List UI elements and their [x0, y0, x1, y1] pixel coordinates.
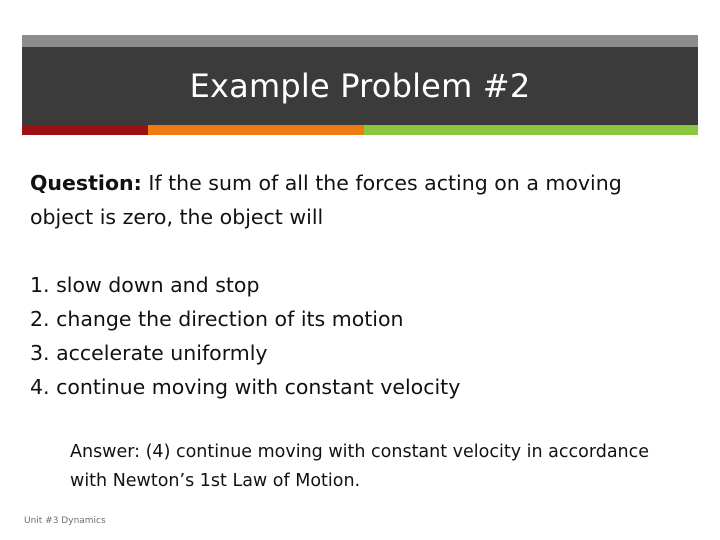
question: [30, 166, 690, 234]
option-item: 1. slow down and stop: [30, 273, 260, 297]
option-item: 4. continue moving with constant velocity: [30, 375, 461, 399]
accent-stripe: [22, 125, 698, 135]
option-item: 3. accelerate uniformly: [30, 341, 268, 365]
question-text: If the sum of all the forces acting on a moving object is zero, the object will: [30, 171, 622, 229]
footer-text: Unit #3 Dynamics: [24, 516, 106, 526]
option-item: 2. change the direction of its motion: [30, 307, 404, 331]
question-label: Question:: [30, 171, 142, 195]
answer-text: Answer: (4) continue moving with constant velocity in accordance with Newton’s 1st Law of Motion.: [70, 442, 650, 491]
slide-content: [30, 166, 690, 404]
title-bar: [22, 47, 698, 125]
accent-segment-orange: [148, 125, 364, 135]
answer-options: [30, 268, 690, 404]
header-top-strip: [22, 35, 698, 47]
accent-segment-green: [364, 125, 698, 135]
slide-title: Example Problem #2: [189, 67, 531, 105]
accent-segment-red: [22, 125, 148, 135]
